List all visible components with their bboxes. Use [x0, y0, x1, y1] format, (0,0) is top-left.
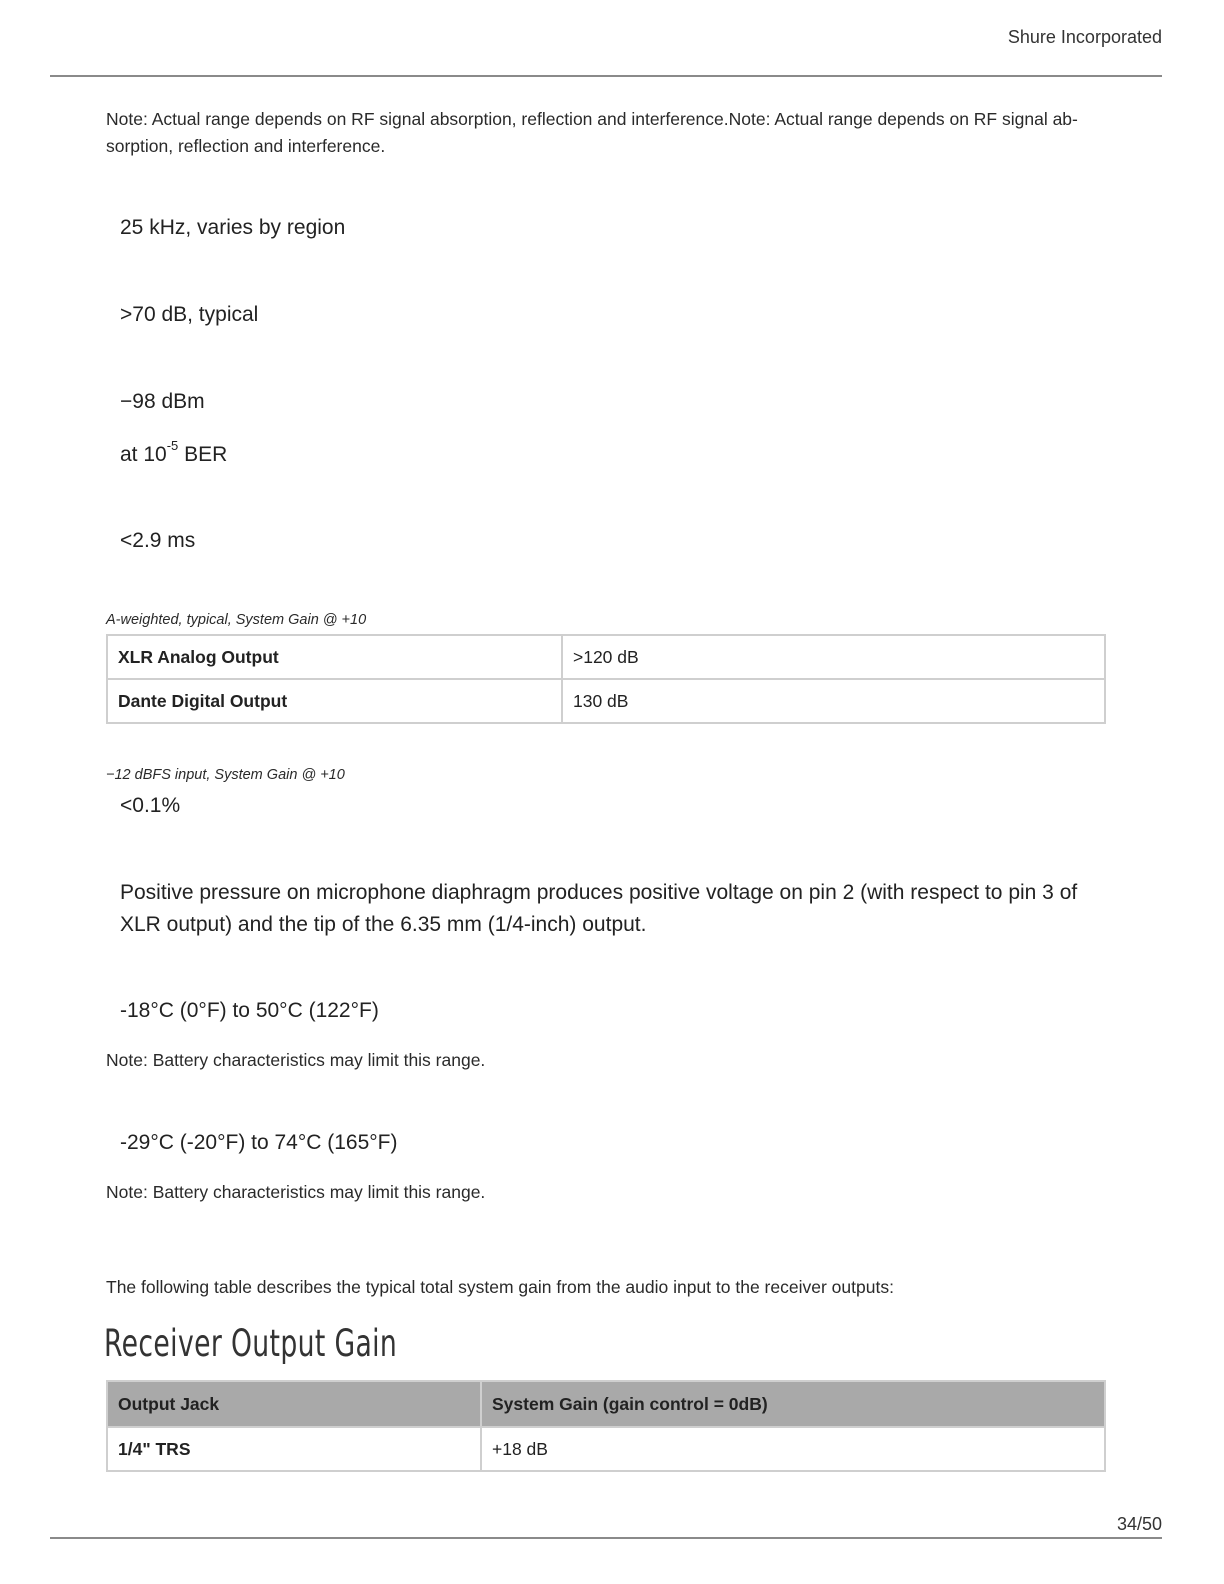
- table-row: [107, 679, 1105, 723]
- storage-temp-value: -29°C (-20°F) to 74°C (165°F): [120, 1131, 398, 1154]
- table-cell-jack: 1/4" TRS: [107, 1427, 481, 1471]
- ber-prefix: at 10: [120, 443, 167, 466]
- table-cell-label: Dante Digital Output: [107, 679, 562, 723]
- dynamic-range-table: [106, 634, 1106, 724]
- table-cell-value: 130 dB: [562, 679, 1105, 723]
- header-divider: [50, 75, 1162, 77]
- ber-suffix: BER: [178, 443, 228, 466]
- thd-caption: −12 dBFS input, System Gain @ +10: [106, 767, 345, 783]
- operating-temp-note: Note: Battery characteristics may limit this range.: [106, 1050, 486, 1070]
- table-header-cell: Output Jack: [107, 1381, 481, 1427]
- operating-temp-value: -18°C (0°F) to 50°C (122°F): [120, 999, 379, 1022]
- header-brand: Shure Incorporated: [1007, 27, 1162, 47]
- table-header-cell: System Gain (gain control = 0dB): [481, 1381, 1105, 1427]
- sensitivity-value: −98 dBm: [120, 390, 205, 413]
- storage-temp-note: Note: Battery characteristics may limit this range.: [106, 1182, 486, 1202]
- channel-spacing-value: 25 kHz, varies by region: [120, 216, 346, 239]
- ber-exponent: -5: [166, 438, 179, 453]
- section-title: Receiver Output Gain: [104, 1322, 398, 1365]
- page-number: 34/50: [1116, 1514, 1162, 1534]
- gain-intro: The following table describes the typical total system gain from the audio input to the receiver outputs:: [106, 1277, 894, 1297]
- table-row: [107, 635, 1105, 679]
- table-cell-gain: +18 dB: [481, 1427, 1105, 1471]
- table-cell-value: >120 dB: [562, 635, 1105, 679]
- thd-value: <0.1%: [120, 794, 181, 817]
- footer-divider: [50, 1537, 1162, 1539]
- image-rejection-value: >70 dB, typical: [120, 303, 259, 326]
- range-note: Note: Actual range depends on RF signal absorption, reflection and interference.Note: Actual range depends on RF signal ab-sorption, reflection and interference.: [106, 109, 1078, 156]
- table-header-row: [107, 1381, 1105, 1427]
- table-cell-label: XLR Analog Output: [107, 635, 562, 679]
- dynamic-range-caption: A-weighted, typical, System Gain @ +10: [106, 612, 367, 628]
- table-row: [107, 1427, 1105, 1471]
- sensitivity-ber: [120, 438, 228, 467]
- receiver-output-gain-table: [106, 1380, 1106, 1472]
- latency-value: <2.9 ms: [120, 529, 196, 552]
- polarity-text: Positive pressure on microphone diaphragm produces positive voltage on pin 2 (with respect to pin 3 of XLR output) and the tip of the 6.35 mm (1/4-inch) output.: [120, 881, 1078, 936]
